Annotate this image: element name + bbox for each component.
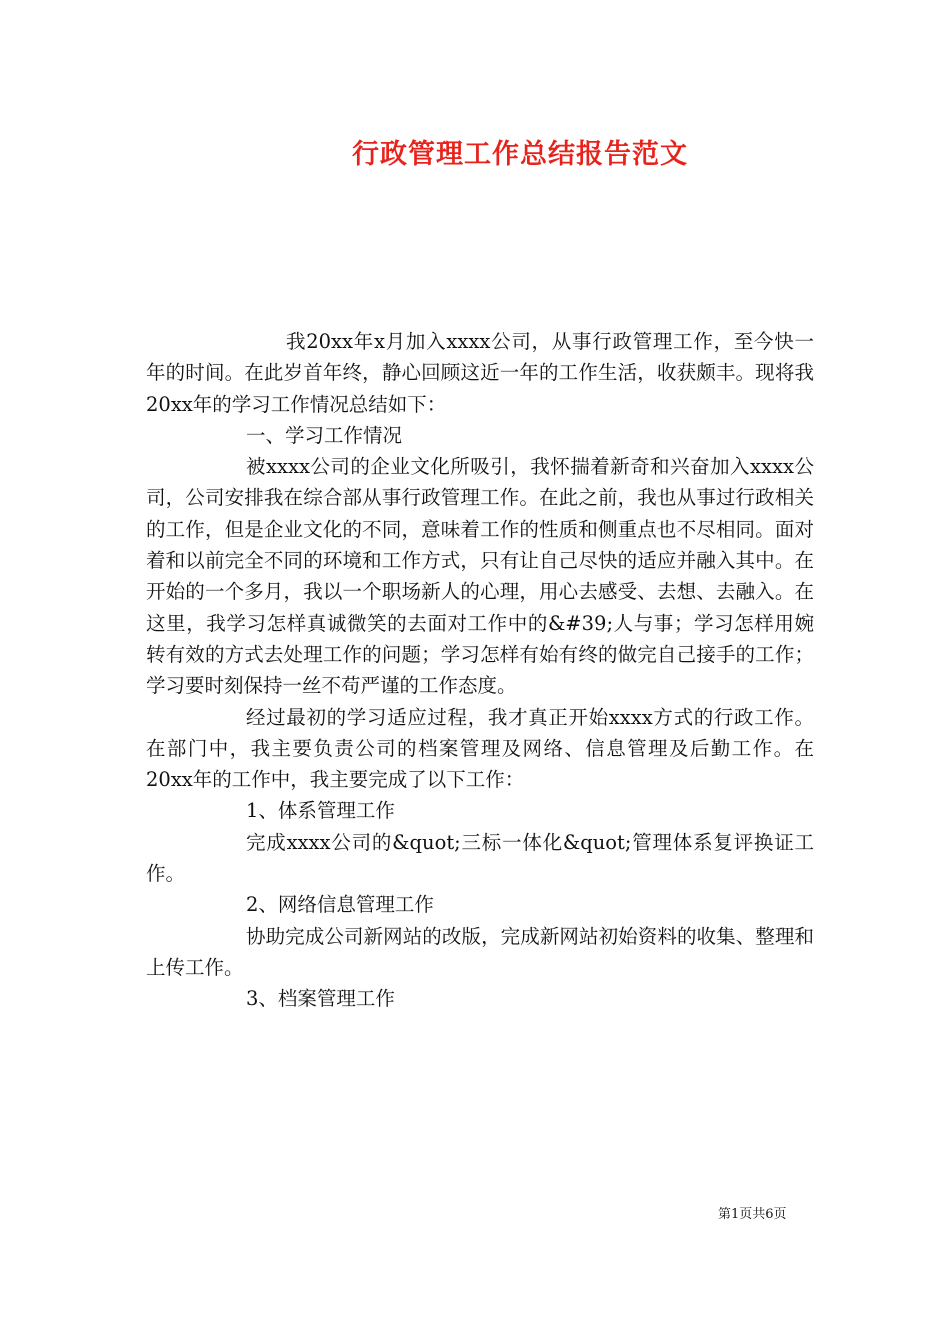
paragraph-system-management: 完成xxxx公司的&quot;三标一体化&quot;管理体系复评换证工作。 xyxy=(146,830,814,886)
section-heading-study-work: 一、学习工作情况 xyxy=(246,423,403,447)
paragraph-company-culture: 被xxxx公司的企业文化所吸引，我怀揣着新奇和兴奋加入xxxx公司，公司安排我在综合部从事行政管理工作。在此之前，我也从事过行政相关的工作，但是企业文化的不同，意味着工作的性质和侧重点也不尽相同。面对着和以前完全不同的环境和工作方式，只有让自己尽快的适应并融入其中。在开始的一个多月，我以一个职场新人的心理，用心去感受、去想、去融入。在这里，我学习怎样真诚微笑的去面对工作中的&#39;人与事；学习怎样用婉转有效的方式去处理工作的问题；学习怎样有始有终的做完自己接手的工作；学习要时刻保持一丝不苟严谨的工作态度。 xyxy=(146,455,814,698)
document-title: 行政管理工作总结报告范文 xyxy=(352,139,688,170)
heading-system-management: 1、体系管理工作 xyxy=(246,799,395,823)
heading-network-info: 2、网络信息管理工作 xyxy=(246,893,434,917)
paragraph-network-info: 协助完成公司新网站的改版，完成新网站初始资料的收集、整理和上传工作。 xyxy=(146,924,814,979)
page-number: 第1页共6页 xyxy=(718,1207,787,1222)
document-body xyxy=(146,326,814,1015)
paragraph-intro: 我20xx年x月加入xxxx公司，从事行政管理工作，至今快一年的时间。在此岁首年终，静心回顾这近一年的工作生活，收获颇丰。现将我20xx年的学习工作情况总结如下： xyxy=(146,330,814,416)
paragraph-work-overview: 经过最初的学习适应过程，我才真正开始xxxx方式的行政工作。在部门中，我主要负责公司的档案管理及网络、信息管理及后勤工作。在20xx年的工作中，我主要完成了以下工作： xyxy=(146,705,814,792)
heading-archive-management: 3、档案管理工作 xyxy=(246,987,395,1011)
